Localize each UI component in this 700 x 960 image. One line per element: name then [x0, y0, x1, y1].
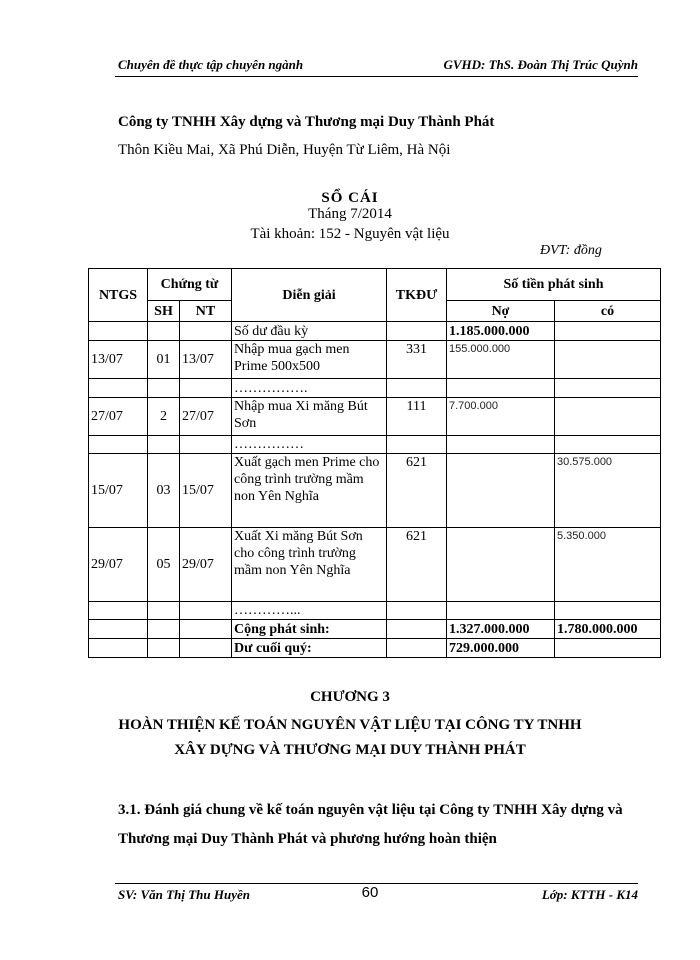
- col-nt: NT: [180, 301, 232, 322]
- total-credit: 1.780.000.000: [555, 620, 661, 639]
- header-rule: [115, 76, 638, 77]
- row-sh: 03: [148, 454, 180, 528]
- col-credit: có: [555, 301, 661, 322]
- col-ntgs: NTGS: [89, 269, 148, 322]
- table-row: [89, 341, 661, 379]
- row-ntgs: 27/07: [89, 398, 148, 436]
- row-nt: 27/07: [180, 398, 232, 436]
- row-ntgs: 29/07: [89, 528, 148, 602]
- page-number: 60: [361, 884, 379, 901]
- row-tkdu: 621: [387, 528, 447, 602]
- chapter-title-line2: XÂY DỰNG VÀ THƯƠNG MẠI DUY THÀNH PHÁT: [174, 742, 526, 758]
- ellipsis-row: [89, 436, 661, 454]
- row-debit: 155.000.000: [447, 341, 555, 379]
- row-desc: Xuất gạch men Prime cho công trình trường mầm non Yên Nghĩa: [232, 454, 387, 528]
- row-credit: 5.350.000: [555, 528, 661, 602]
- opening-balance-row: [89, 322, 661, 341]
- opening-debit: 1.185.000.000: [447, 322, 555, 341]
- chapter-number: CHƯƠNG 3: [310, 689, 390, 705]
- row-sh: 01: [148, 341, 180, 379]
- closing-debit: 729.000.000: [447, 639, 555, 658]
- row-desc: Nhập mua Xi măng Bút Sơn: [232, 398, 387, 436]
- table-header-row: [89, 269, 661, 301]
- ellipsis-text: …………….: [232, 379, 387, 398]
- ledger-unit: ĐVT: đồng: [540, 243, 602, 258]
- table-row: [89, 398, 661, 436]
- col-debit: Nợ: [447, 301, 555, 322]
- row-debit: [447, 528, 555, 602]
- ledger-month: Tháng 7/2014: [308, 206, 392, 222]
- row-tkdu: 621: [387, 454, 447, 528]
- company-name: Công ty TNHH Xây dựng và Thương mại Duy Thành Phát: [118, 114, 495, 130]
- section-heading: 3.1. Đánh giá chung về kế toán nguyên vật liệu tại Công ty TNHH Xây dựng và Thương mại Duy Thành Phát và phương hướng hoàn thiện: [118, 802, 623, 847]
- row-ntgs: 13/07: [89, 341, 148, 379]
- chapter-title: [0, 713, 700, 763]
- row-nt: 29/07: [180, 528, 232, 602]
- row-tkdu: 111: [387, 398, 447, 436]
- table-row: [89, 454, 661, 528]
- closing-balance-row: [89, 639, 661, 658]
- col-amount: Số tiền phát sinh: [447, 269, 661, 301]
- col-voucher: Chứng từ: [148, 269, 232, 301]
- header-left: Chuyên đề thực tập chuyên ngành: [118, 57, 304, 72]
- col-description: Diễn giải: [232, 269, 387, 322]
- ellipsis-row: [89, 379, 661, 398]
- ledger-table: [88, 268, 661, 658]
- ledger-account: Tài khoản: 152 - Nguyên vật liệu: [250, 226, 450, 242]
- footer-class: Lớp: KTTH - K14: [541, 887, 638, 902]
- company-address: Thôn Kiều Mai, Xã Phú Diễn, Huyện Từ Liêm, Hà Nội: [118, 142, 451, 158]
- row-nt: 13/07: [180, 341, 232, 379]
- header-right: GVHD: ThS. Đoàn Thị Trúc Quỳnh: [443, 57, 638, 72]
- chapter-title-line1: HOÀN THIỆN KẾ TOÁN NGUYÊN VẬT LIỆU TẠI CÔNG TY TNHH: [118, 717, 582, 733]
- ledger-title: SỔ CÁI: [321, 190, 379, 206]
- row-sh: 2: [148, 398, 180, 436]
- table-row: [89, 528, 661, 602]
- col-tkdu: TKĐƯ: [387, 269, 447, 322]
- footer-student: SV: Văn Thị Thu Huyền: [118, 887, 250, 902]
- row-credit: [555, 398, 661, 436]
- row-desc: Nhập mua gạch men Prime 500x500: [232, 341, 387, 379]
- row-tkdu: 331: [387, 341, 447, 379]
- row-debit: [447, 454, 555, 528]
- row-ntgs: 15/07: [89, 454, 148, 528]
- closing-label: Dư cuối quý:: [232, 639, 387, 658]
- opening-label: Số dư đầu kỳ: [232, 322, 387, 341]
- total-row: [89, 620, 661, 639]
- row-credit: [555, 341, 661, 379]
- ellipsis-text: …………...: [232, 602, 387, 620]
- ellipsis-text: ……………: [232, 436, 387, 454]
- total-label: Cộng phát sinh:: [232, 620, 387, 639]
- row-credit: 30.575.000: [555, 454, 661, 528]
- row-debit: 7.700.000: [447, 398, 555, 436]
- row-desc: Xuất Xi măng Bút Sơn cho công trình trường mầm non Yên Nghĩa: [232, 528, 387, 602]
- col-sh: SH: [148, 301, 180, 322]
- row-sh: 05: [148, 528, 180, 602]
- ellipsis-row: [89, 602, 661, 620]
- total-debit: 1.327.000.000: [447, 620, 555, 639]
- row-nt: 15/07: [180, 454, 232, 528]
